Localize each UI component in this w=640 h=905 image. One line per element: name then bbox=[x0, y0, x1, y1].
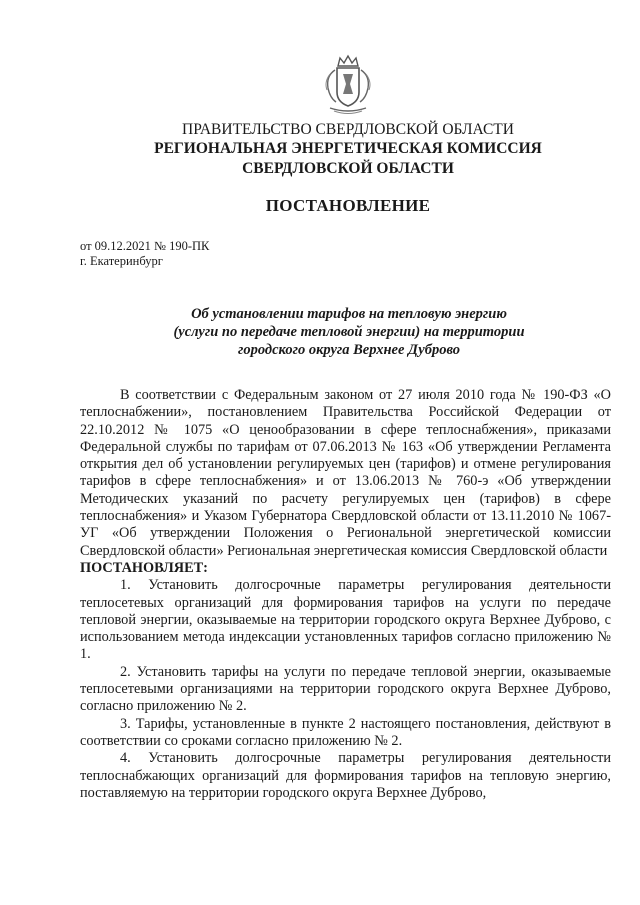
decree-heading: ПОСТАНОВЛЯЕТ: bbox=[80, 559, 208, 576]
document-date-number: от 09.12.2021 № 190-ПК bbox=[80, 239, 210, 253]
subject-line-1: Об установлении тарифов на тепловую энергию bbox=[191, 306, 507, 322]
header-government: ПРАВИТЕЛЬСТВО СВЕРДЛОВСКОЙ ОБЛАСТИ bbox=[182, 121, 514, 138]
header-region: СВЕРДЛОВСКОЙ ОБЛАСТИ bbox=[242, 160, 454, 177]
document-body bbox=[80, 387, 611, 802]
subject-line-3: городского округа Верхнее Дуброво bbox=[238, 342, 460, 358]
item-1-paragraph: 1. Установить долгосрочные параметры регулирования деятельности теплосетевых организаций для формирования тарифов на услуги по передаче тепловой энергии, оказываемые на территории городского округа Верхнее Дуброво, с использованием метода индексации установленных тарифов согласно приложению № 1. bbox=[80, 577, 611, 663]
item-4-paragraph: 4. Установить долгосрочные параметры регулирования деятельности теплоснабжающих организаций для формирования тарифов на тепловую энергию, поставляемую на территории городского округа Верхнее Дуброво, bbox=[80, 750, 611, 801]
header-commission: РЕГИОНАЛЬНАЯ ЭНЕРГЕТИЧЕСКАЯ КОМИССИЯ bbox=[154, 140, 542, 157]
item-3-paragraph: 3. Тарифы, установленные в пункте 2 настоящего постановления, действуют в соответствии со сроками согласно приложению № 2. bbox=[80, 715, 611, 749]
subject-line-2: (услуги по передаче тепловой энергии) на территории bbox=[173, 324, 525, 340]
document-subject bbox=[140, 305, 558, 359]
item-2-paragraph: 2. Установить тарифы на услуги по передаче тепловой энергии, оказываемые теплосетевыми организациями на территории городского округа Верхнее Дуброво, согласно приложению № 2. bbox=[80, 663, 611, 715]
coat-of-arms-icon bbox=[318, 54, 378, 116]
document-type-title: ПОСТАНОВЛЕНИЕ bbox=[265, 196, 431, 215]
document-city: г. Екатеринбург bbox=[80, 254, 163, 268]
preamble-paragraph: В соответствии с Федеральным законом от 27 июля 2010 года № 190-ФЗ «О теплоснабжении», постановлением Правительства Российской Федерации от 22.10.2012 № 1075 «О ценообразовании в сфере теплоснабжения», приказами Федеральной службы по тарифам от 07.06.2013 № 163 «Об утверждении Регламента открытия дел об установлении регулируемых цен (тарифов) и отмене регулирования тарифов в сфере теплоснабжения» и от 13.06.2013 № 760-э «Об утверждении Методических указаний по расчету регулируемых цен (тарифов) в сфере теплоснабжения» и Указом Губернатора Свердловской области от 13.11.2010 № 1067-УГ «Об утверждении Положения о Региональной энергетической комиссии Свердловской области» Региональная энергетическая комиссия Свердловской области bbox=[80, 387, 611, 559]
